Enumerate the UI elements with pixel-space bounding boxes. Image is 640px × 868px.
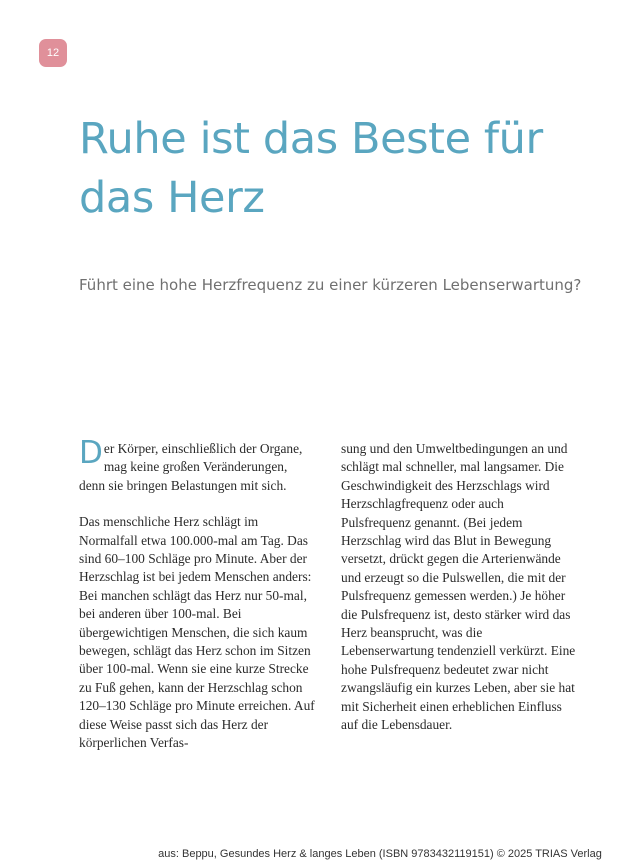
body-paragraph: Das menschliche Herz schlägt im Normalfall etwa 100.000-mal am Tag. Das sind 60–100 Schläge pro Minute. Aber der Herzschlag ist bei jedem Menschen anders: Bei manchen schlägt das Herz nur 50-mal, bei anderen über 100-mal. Bei übergewichtigen Menschen, die sich kaum bewegen, schlägt das Herz schon im Sitzen über 100-mal. Wenn sie eine kurze Strecke zu Fuß gehen, kann der Herzschlag schon 120–130 Schläge pro Minute erreichen. Auf diese Weise passt sich das Herz der körperlichen Verfas- <box>79 514 315 751</box>
intro-paragraph <box>79 435 315 495</box>
drop-cap: D <box>79 435 103 471</box>
text-column-left <box>79 435 315 753</box>
intro-text: er Körper, einschließlich der Organe, mag keine großen Veränderungen, denn sie bringen Belastungen mit sich. <box>79 441 303 493</box>
source-footer: aus: Beppu, Gesundes Herz & langes Leben (ISBN 9783432119151) © 2025 TRIAS Verlag <box>158 848 602 860</box>
page-number-badge: 12 <box>39 39 67 67</box>
page-subtitle: Führt eine hohe Herzfrequenz zu einer kürzeren Lebenserwartung? <box>79 276 582 294</box>
body-paragraph-continued: sung und den Umweltbedingungen an und schlägt mal schneller, mal langsamer. Die Geschwindigkeit des Herzschlags wird Herzschlagfrequenz oder auch Pulsfrequenz genannt. (Bei jedem Herzschlag wird das Blut in Bewegung versetzt, drückt gegen die Arterienwände und erzeugt so die Pulswellen, die mit der Pulsfrequenz gemessen werden.) Je höher die Pulsfrequenz ist, desto stärker wird das Herz beansprucht, was die Lebenserwartung tendenziell verkürzt. Eine hohe Pulsfrequenz bedeutet zwar nicht zwangsläufig ein kurzes Leben, aber sie hat mit Sicherheit einen erheblichen Einfluss auf die Lebensdauer. <box>341 441 576 733</box>
text-column-right <box>341 440 577 735</box>
page-title: Ruhe ist das Beste für das Herz <box>79 114 543 223</box>
